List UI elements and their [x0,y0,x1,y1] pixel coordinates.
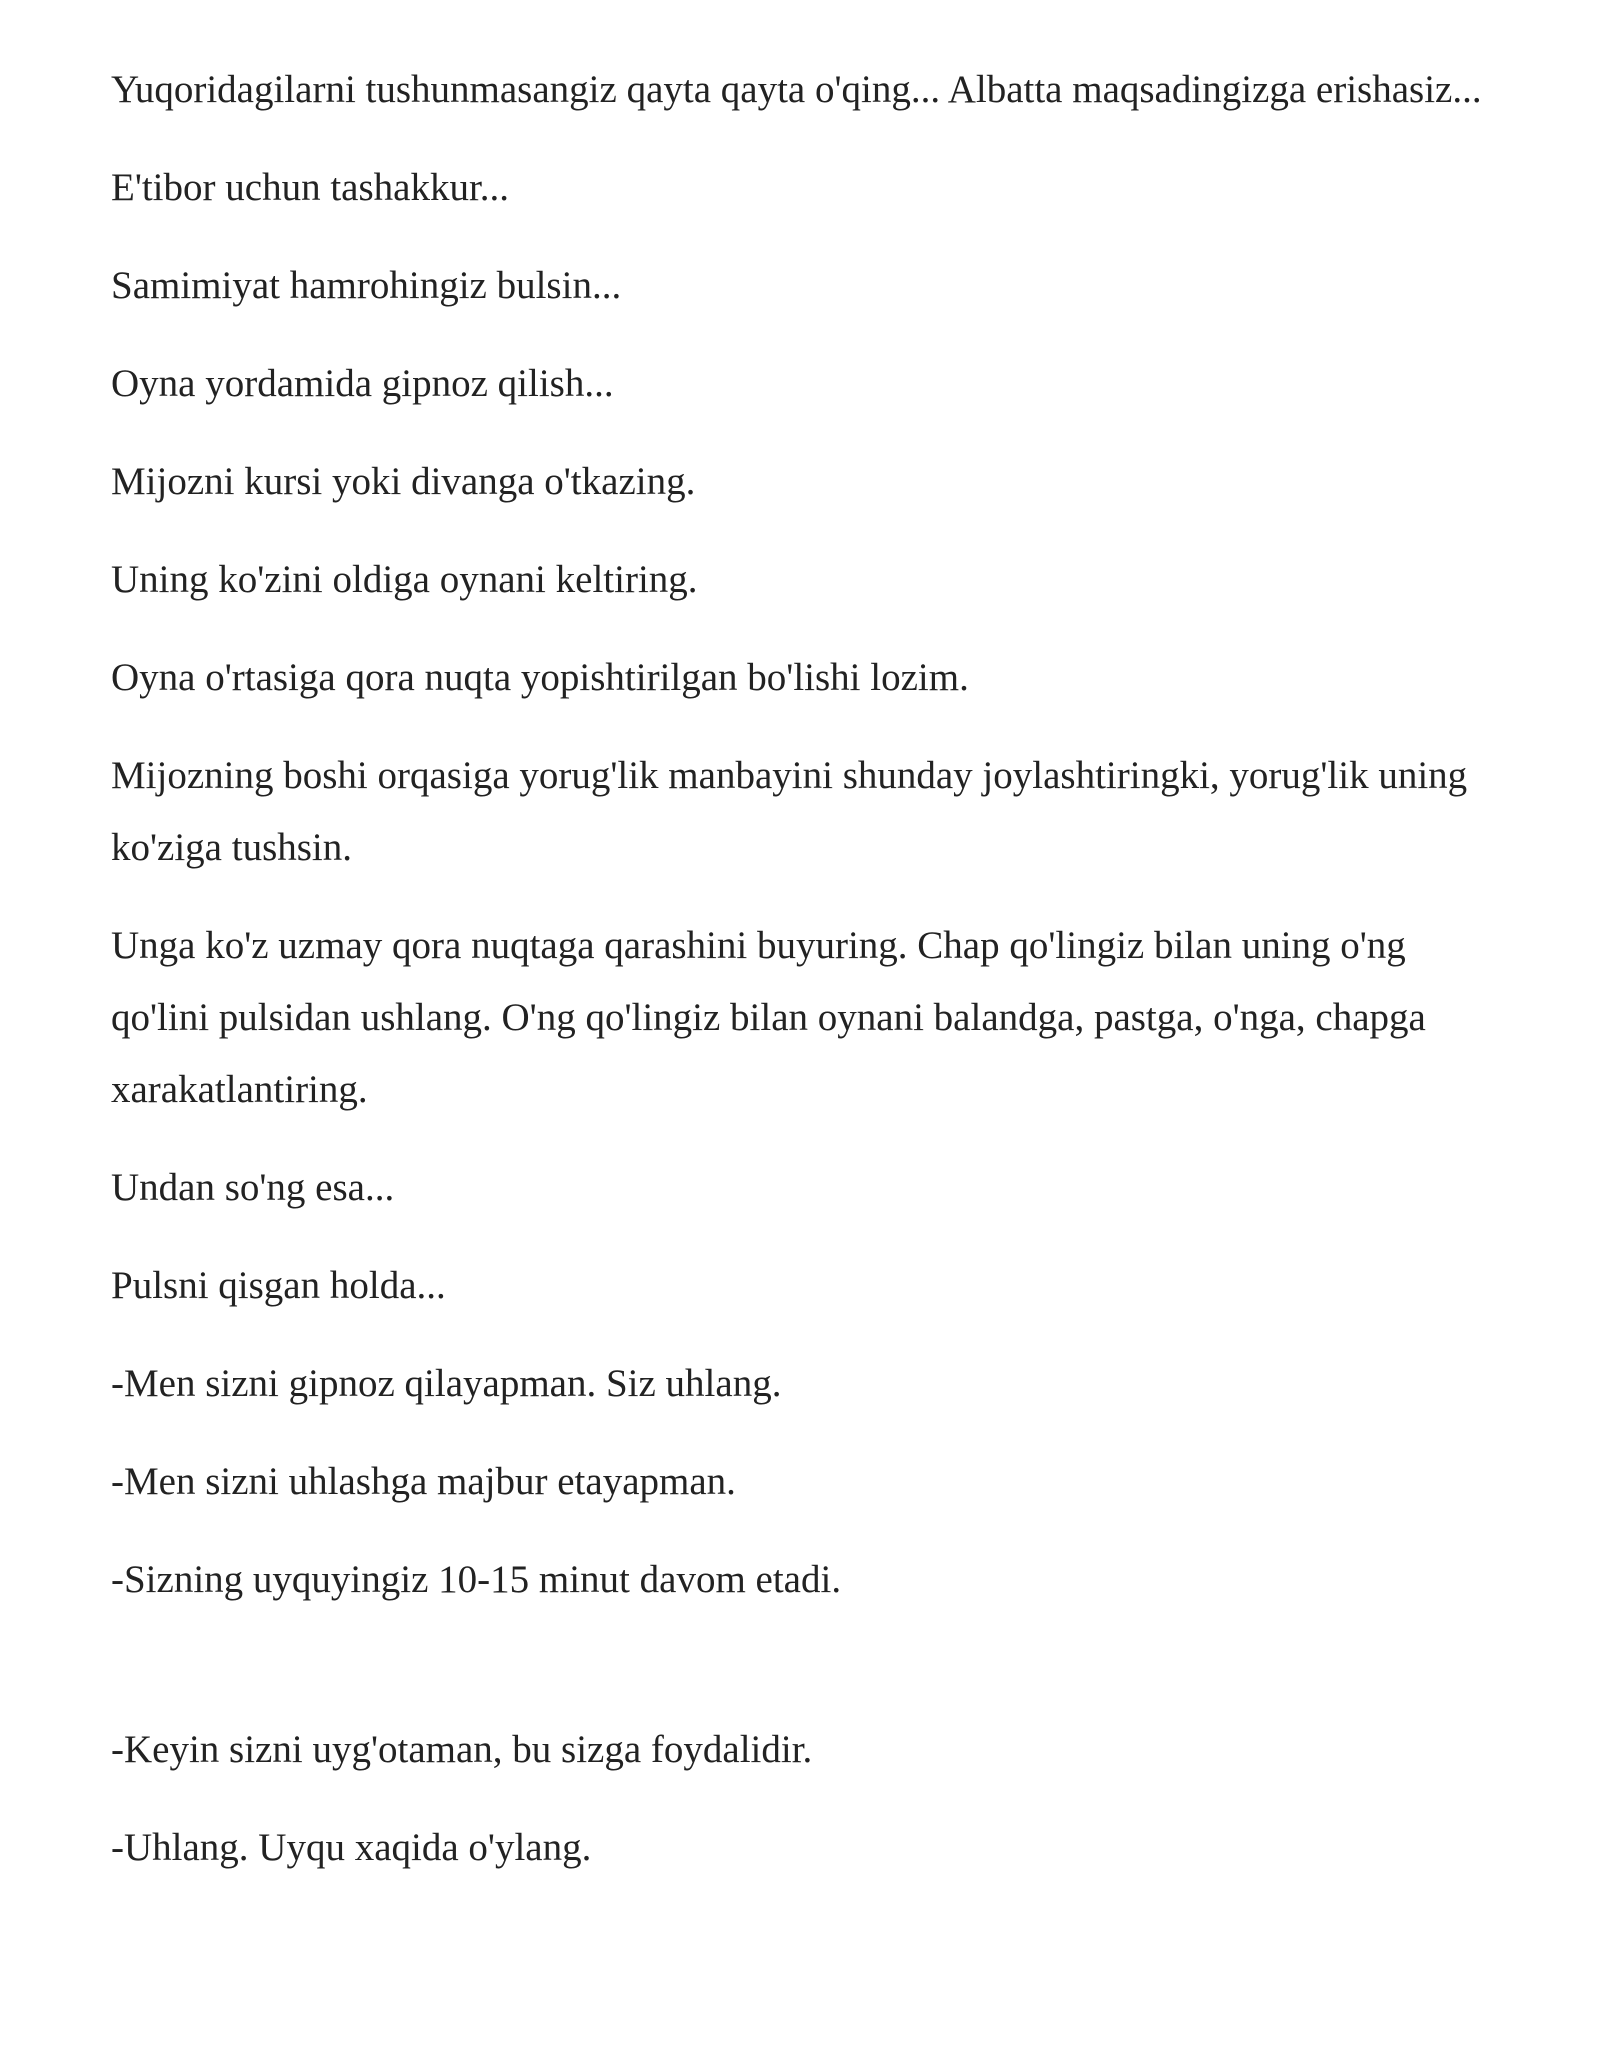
paragraph-black-dot: Oyna o'rtasiga qora nuqta yopishtirilgan bo'lishi lozim. [111,656,969,699]
paragraph-then: Undan so'ng esa... [111,1166,395,1209]
paragraph-speech-4: -Keyin sizni uyg'otaman, bu sizga foydalidir. [111,1728,813,1771]
paragraph-thanks: E'tibor uchun tashakkur... [111,166,510,209]
paragraph-light-source: Mijozning boshi orqasiga yorug'lik manbayini shunday joylashtiringki, yorug'lik uning ko'ziga tushsin. [111,754,1468,869]
paragraph-speech-5: -Uhlang. Uyqu xaqida o'ylang. [111,1826,592,1869]
paragraph-speech-1: -Men sizni gipnoz qilayapman. Siz uhlang. [111,1362,782,1405]
paragraph-speech-2: -Men sizni uhlashga majbur etayapman. [111,1460,736,1503]
paragraph-seat-client: Mijozni kursi yoki divanga o'tkazing. [111,460,696,503]
paragraph-instructions: Unga ko'z uzmay qora nuqtaga qarashini buyuring. Chap qo'lingiz bilan uning o'ng qo'lini pulsidan ushlang. O'ng qo'lingiz bilan oynani balandga, pastga, o'nga, chapga xarakatlantiring. [111,924,1426,1111]
paragraph-sincerity: Samimiyat hamrohingiz bulsin... [111,264,622,307]
paragraph-speech-3: -Sizning uyquyingiz 10-15 minut davom etadi. [111,1558,842,1601]
paragraph-mirror-position: Uning ko'zini oldiga oynani keltiring. [111,558,698,601]
paragraph-section-heading: Oyna yordamida gipnoz qilish... [111,362,614,405]
paragraph-reread-advice: Yuqoridagilarni tushunmasangiz qayta qayta o'qing... Albatta maqsadingizga erishasiz... [111,68,1482,111]
paragraph-pulse: Pulsni qisgan holda... [111,1264,446,1307]
